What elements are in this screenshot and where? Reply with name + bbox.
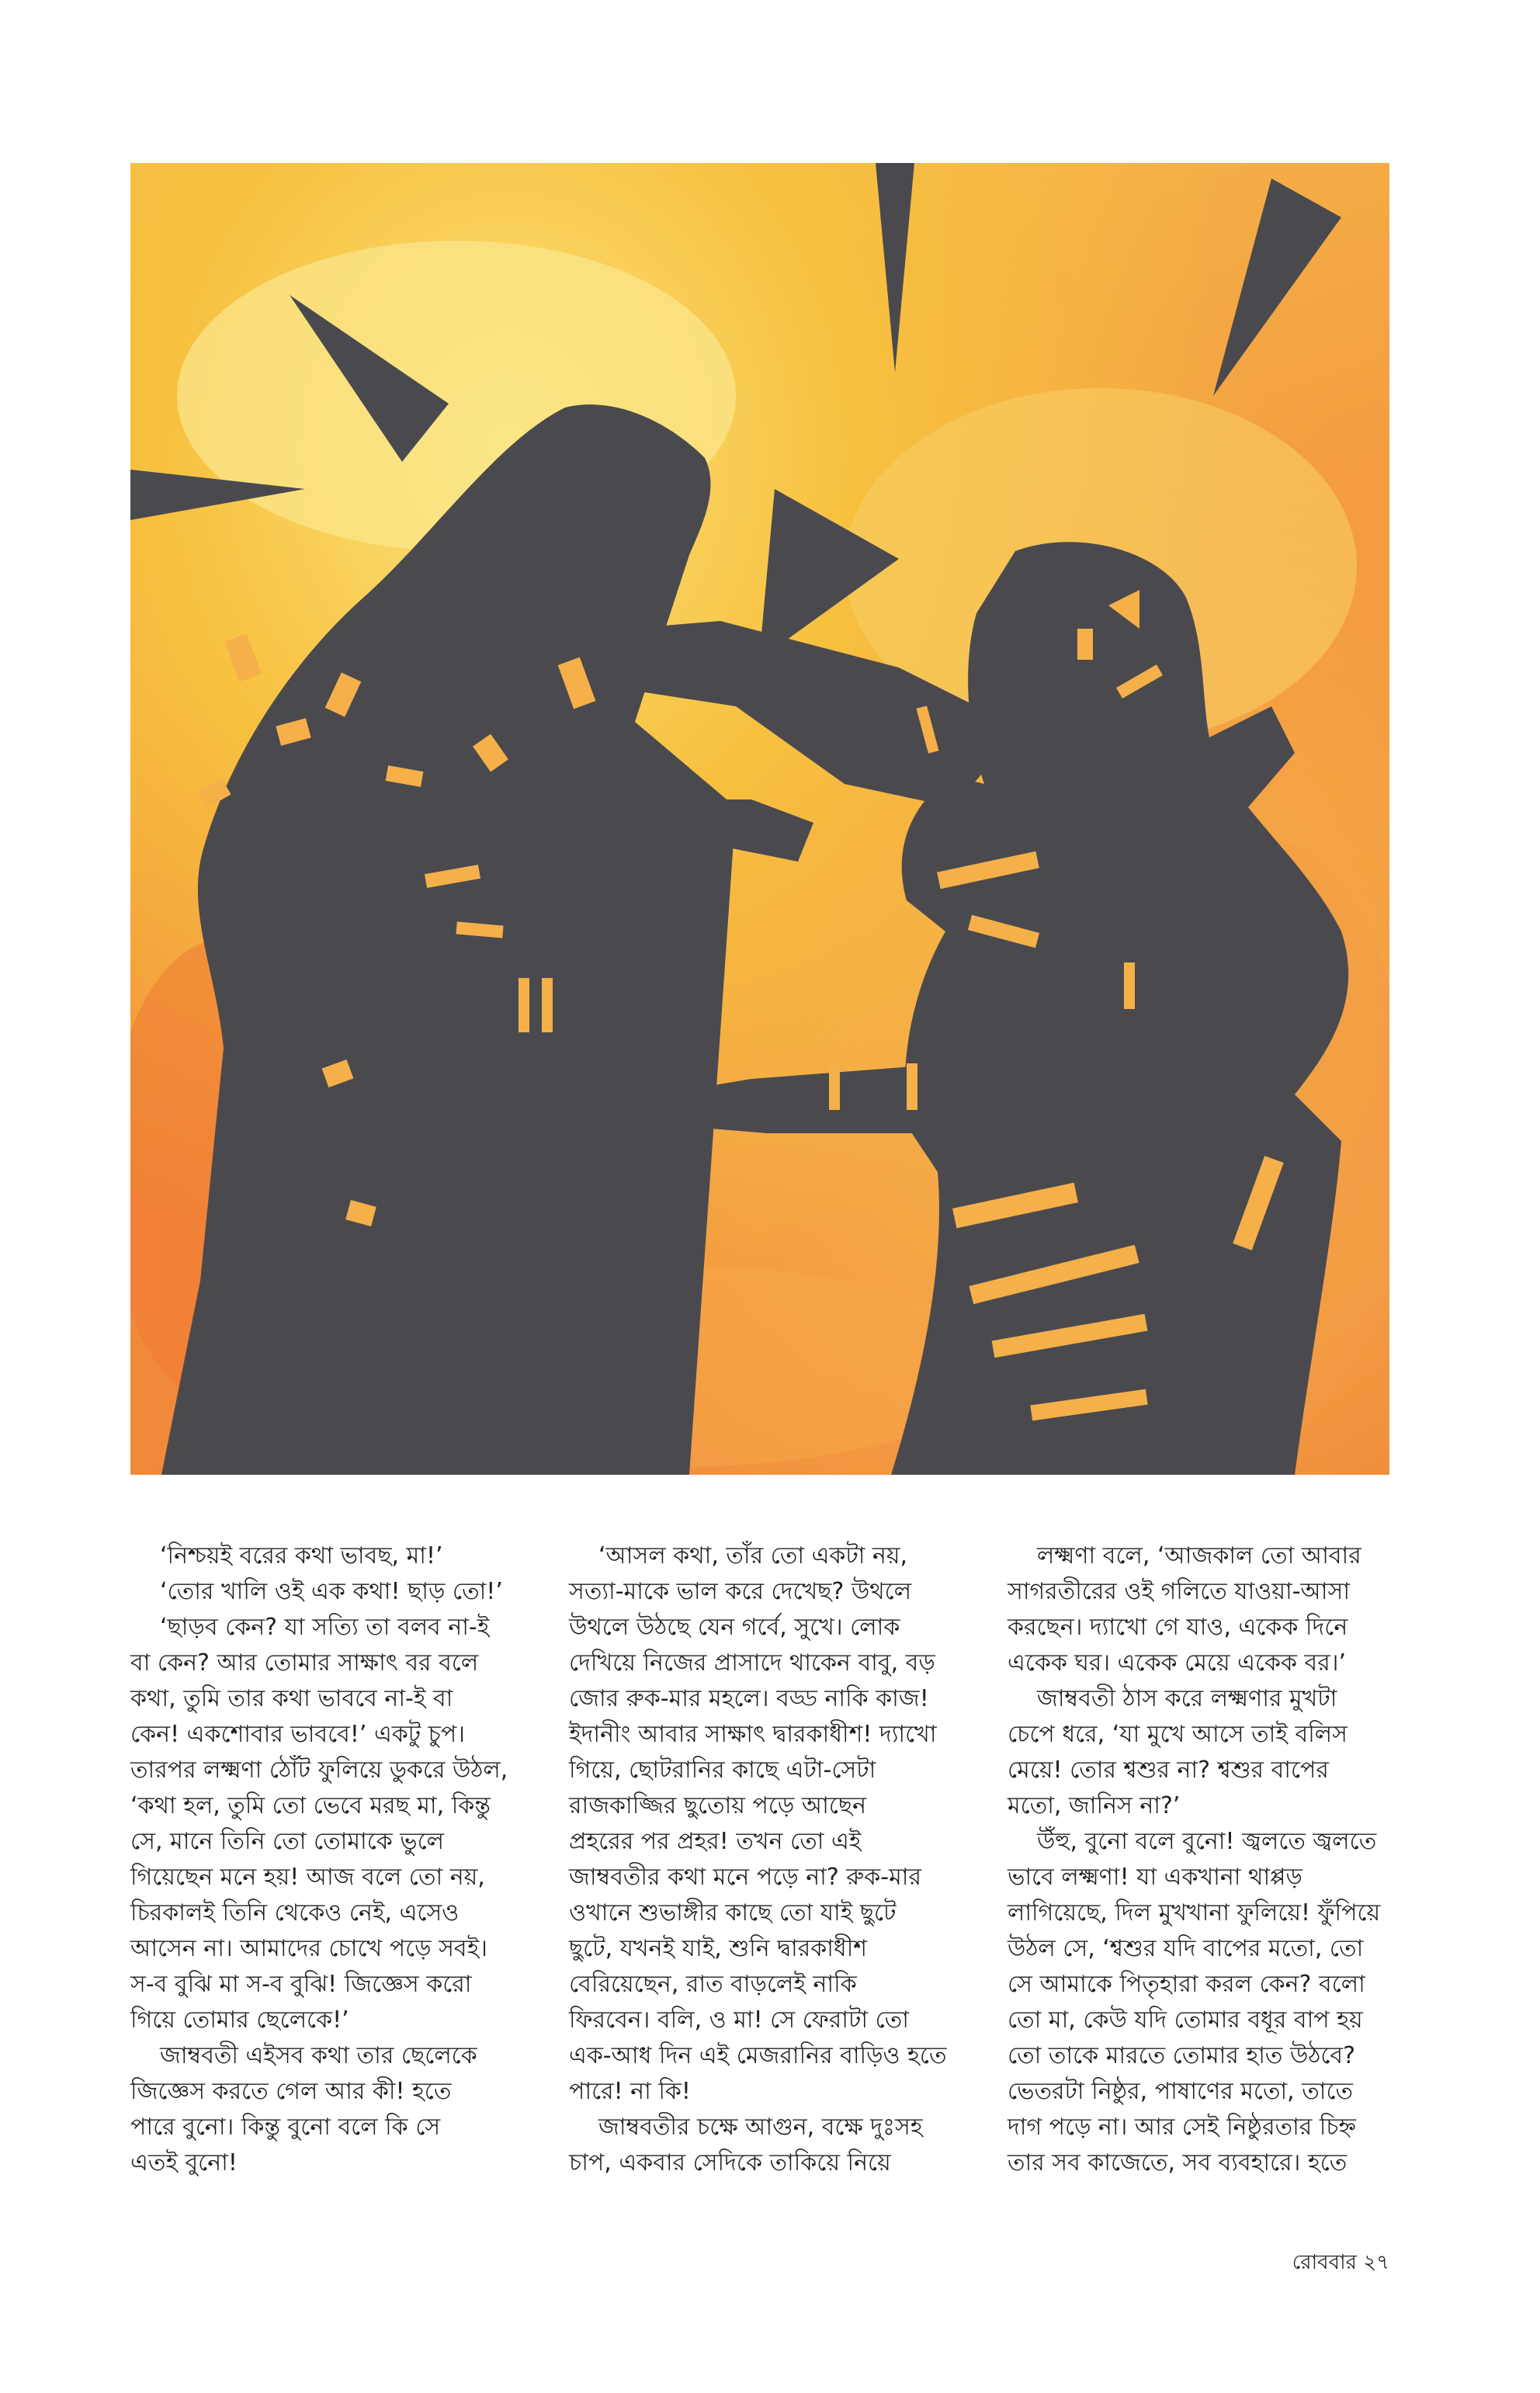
shock-spike bbox=[1213, 179, 1341, 396]
paper-cut-silhouette-art bbox=[130, 163, 1389, 1475]
paragraph: জাম্ববতী ঠাস করে লক্ষ্মণার মুখটা চেপে ধরে, ‘যা মুখে আসে তাই বলিস মেয়ে! তোর শ্বশুর না? শ্বশুর বাপের মতো, জানিস না?’ bbox=[1008, 1685, 1348, 1819]
text-column-2 bbox=[569, 1538, 957, 2181]
paragraph: জাম্ববতী এইসব কথা তার ছেলেকে জিজ্ঞেস করতে গেল আর কী! হতে পারে বুনো। কিন্তু বুনো বলে কি সে এতই বুনো! bbox=[130, 2042, 477, 2176]
paragraph: উঁহু, বুনো বলে বুনো! জ্বলতে জ্বলতে ভাবে লক্ষ্মণা! যা একখানা থাপ্পড় লাগিয়েছে, দিল মুখখানা ফুলিয়ে! ফুঁপিয়ে উঠল সে, ‘শ্বশুর যদি বাপের মতো, তো সে আমাকে পিতৃহারা করল কেন? বলো তো মা, কেউ যদি তোমার বধূর বাপ হয় তো তাকে মারতে তোমার হাত উঠবে? ভেতরটা নিষ্ঠুর, পাষাণের মতো, তাতে দাগ পড়ে না। আর সেই নিষ্ঠুরতার চিহ্ন তার সব কাজেতে, সব ব্যবহারে। হতে bbox=[1008, 1828, 1381, 2176]
page-folio: রোববার ২৭ bbox=[1292, 2251, 1389, 2274]
paragraph: ‘নিশ্চয়ই বরের কথা ভাবছ, মা!’ bbox=[160, 1542, 443, 1569]
text-column-1 bbox=[130, 1538, 519, 2181]
left-figure-silhouette bbox=[161, 404, 736, 1475]
paragraph: লক্ষ্মণা বলে, ‘আজকাল তো আবার সাগরতীরের ওই গলিতে যাওয়া-আসা করছেন। দ্যাখো গে যাও, একেক দিনে একেক ঘর। একেক মেয়ে একেক বর।’ bbox=[1008, 1542, 1361, 1677]
paragraph: জাম্ববতীর চক্ষে আগুন, বক্ষে দুঃসহ চাপ, একবার সেদিকে তাকিয়ে নিয়ে bbox=[569, 2114, 923, 2176]
paragraph: ‘আসল কথা, তাঁর তো একটা নয়, সত্যা-মাকে ভাল করে দেখেছ? উথলে উথলে উঠছে যেন গর্বে, সুখে। লোক দেখিয়ে নিজের প্রাসাদে থাকেন বাবু, বড় জোর রুক-মার মহলে। বড্ড নাকি কাজ! ইদানীং আবার সাক্ষাৎ দ্বারকাধীশ! দ্যাখো গিয়ে, ছোটরানির কাছে এটা-সেটা রাজকাজ্জির ছুতোয় পড়ে আছেন প্রহরের পর প্রহর! তখন তো এই জাম্ববতীর কথা মনে পড়ে না? রুক-মার ওখানে শুভাঙ্গীর কাছে তো যাই ছুটে ছুটে, যখনই যাই, শুনি দ্বারকাধীশ বেরিয়েছেন, রাত বাড়লেই নাকি ফিরবেন। বলি, ও মা! সে ফেরাটা তো এক-আধ দিন এই মেজরানির বাড়িও হতে পারে! না কি! bbox=[569, 1542, 947, 2105]
article-text bbox=[130, 1538, 1389, 2221]
paragraph: ‘ছাড়ব কেন? যা সত্যি তা বলব না-ই বা কেন? আর তোমার সাক্ষাৎ বর বলে কথা, তুমি তার কথা ভাববে না-ই বা কেন! একশোবার ভাববে!’ একটু চুপ। তারপর লক্ষ্মণা ঠোঁট ফুলিয়ে ডুকরে উঠল, ‘কথা হল, তুমি তো ভেবে মরছ মা, কিন্তু সে, মানে তিনি তো তোমাকে ভুলে গিয়েছেন মনে হয়! আজ বলে তো নয়, চিরকালই তিনি থেকেও নেই, এসেও আসেন না। আমাদের চোখে পড়ে সবই। স-ব বুঝি মা স-ব বুঝি! জিজ্ঞেস করো গিয়ে তোমার ছেলেকে!’ bbox=[130, 1614, 508, 2034]
text-column-3 bbox=[1008, 1538, 1396, 2181]
shock-spike bbox=[876, 163, 914, 373]
paragraph: ‘তোর খালি ওই এক কথা! ছাড় তো!’ bbox=[160, 1578, 503, 1605]
story-illustration bbox=[130, 163, 1389, 1475]
